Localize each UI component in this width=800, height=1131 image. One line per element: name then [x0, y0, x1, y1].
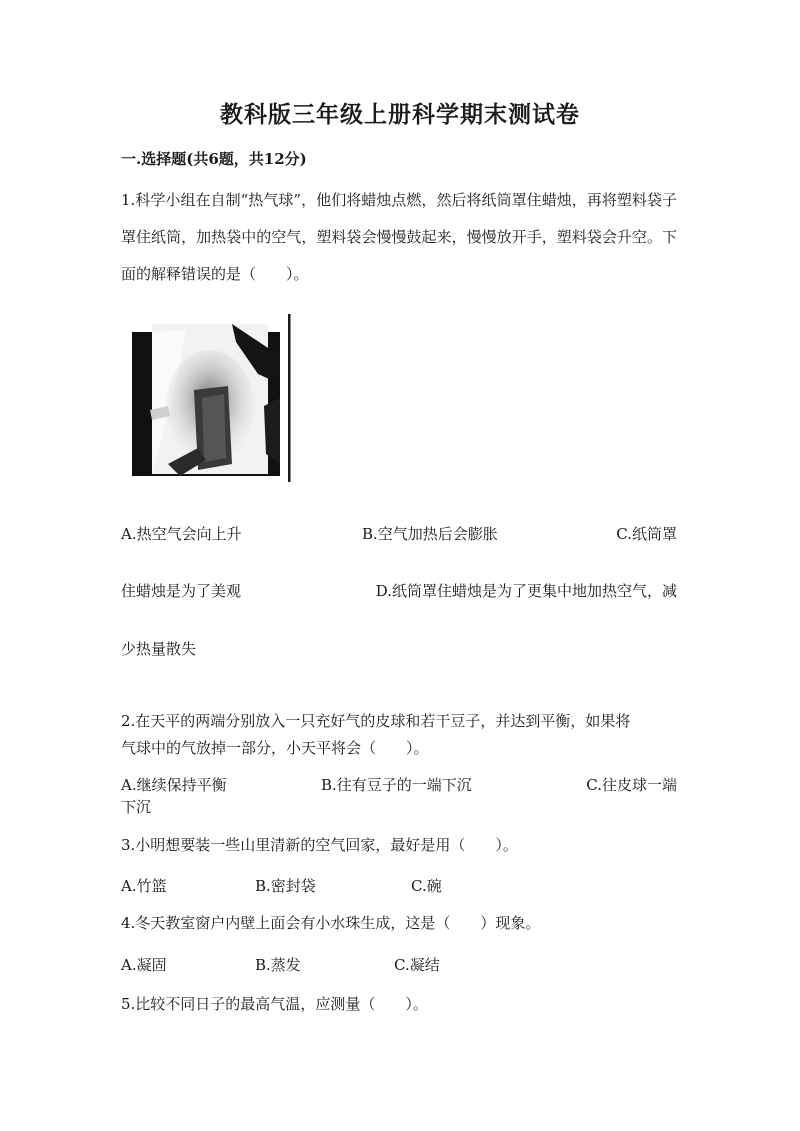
hot-air-balloon-photo [128, 314, 294, 482]
question-2-options-row-1 [121, 774, 677, 796]
question-2-option-c[interactable]: C.往皮球一端 [586, 776, 677, 794]
question-2-line-2: 气球中的气放掉一部分，小天平将会（ ）。 [121, 739, 429, 757]
question-4-option-a[interactable]: A.凝固 [121, 956, 167, 974]
question-1-option-b[interactable]: B.空气加热后会膨胀 [362, 525, 498, 543]
question-4-option-c[interactable]: C.凝结 [394, 956, 440, 974]
question-1-option-a[interactable]: A.热空气会向上升 [121, 525, 242, 543]
question-2-line-1: 2.在天平的两端分别放入一只充好气的皮球和若干豆子，并达到平衡，如果将 [121, 712, 631, 730]
section-heading: 一.选择题(共6题，共12分) [121, 150, 307, 168]
question-1-options-row-2 [121, 580, 677, 602]
question-2-text [121, 708, 677, 762]
question-1-options-row-1 [121, 523, 677, 545]
question-3-option-c[interactable]: C.碗 [411, 877, 442, 895]
question-2-option-b[interactable]: B.往有豆子的一端下沉 [321, 776, 472, 794]
question-4-options [121, 954, 677, 976]
question-4-option-b[interactable]: B.蒸发 [255, 956, 301, 974]
question-1-option-d-cont: 少热量散失 [121, 640, 197, 658]
question-1-option-d[interactable]: D.纸筒罩住蜡烛是为了更集中地加热空气，减 [375, 582, 677, 600]
question-5-text: 5.比较不同日子的最高气温，应测量（ ）。 [121, 995, 428, 1013]
question-3-options [121, 875, 677, 897]
question-1-option-c[interactable]: C.纸筒罩 [616, 525, 677, 543]
question-3-text: 3.小明想要装一些山里清新的空气回家，最好是用（ ）。 [121, 836, 518, 854]
question-1-options-row-3 [121, 638, 677, 660]
question-2-option-a[interactable]: A.继续保持平衡 [121, 776, 227, 794]
question-4-text: 4.冬天教室窗户内壁上面会有小水珠生成，这是（ ）现象。 [121, 914, 541, 932]
question-1-text: 1.科学小组在自制“热气球”，他们将蜡烛点燃，然后将纸筒罩住蜡烛，再将塑料袋子罩住纸筒，加热袋中的空气，塑料袋会慢慢鼓起来，慢慢放开手，塑料袋会升空。下面的解释错误的是（ ）。 [121, 191, 677, 283]
question-2-options-row-2 [121, 796, 677, 818]
question-3-option-b[interactable]: B.密封袋 [255, 877, 316, 895]
question-3-option-a[interactable]: A.竹篮 [121, 877, 167, 895]
page-title: 教科版三年级上册科学期末测试卷 [220, 101, 580, 128]
question-2-option-c-cont: 下沉 [121, 798, 152, 816]
question-1-option-c-cont: 住蜡烛是为了美观 [121, 582, 242, 600]
